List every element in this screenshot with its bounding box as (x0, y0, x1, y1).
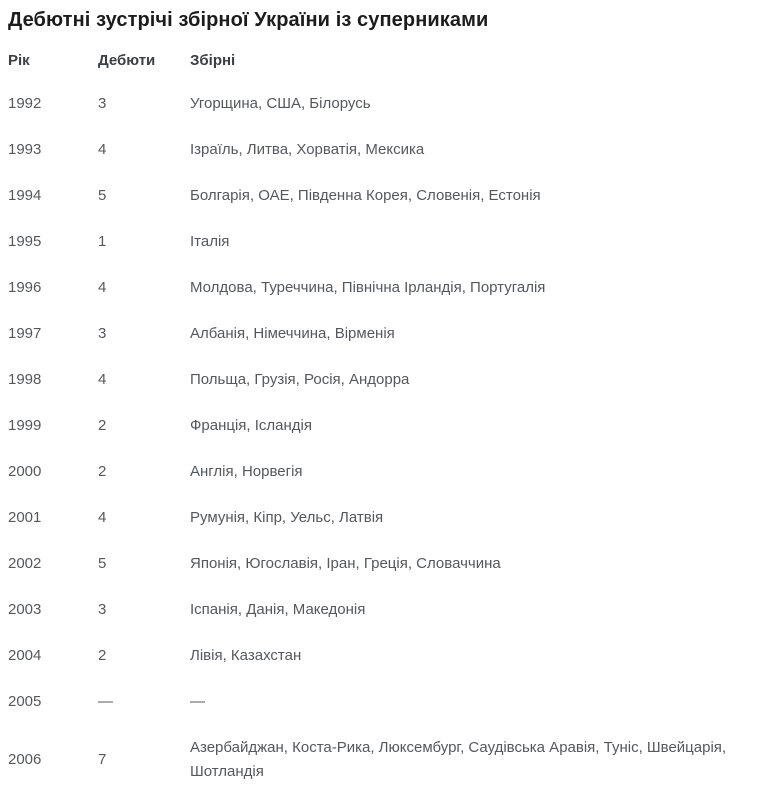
year-cell: 2005 (8, 693, 42, 710)
table-header-row (8, 41, 751, 81)
table-body (8, 81, 751, 795)
teams-cell: Болгарія, ОАЕ, Південна Корея, Словенія, Естонія (190, 187, 541, 204)
table-row (8, 587, 751, 633)
year-cell: 1999 (8, 417, 42, 434)
table-row (8, 127, 751, 173)
debuts-cell: 4 (98, 509, 107, 526)
table-row (8, 449, 751, 495)
teams-cell: Ізраїль, Литва, Хорватія, Мексика (190, 141, 425, 158)
debuts-cell: 4 (98, 279, 107, 296)
debuts-cell: 4 (98, 141, 107, 158)
debuts-cell: — (98, 693, 113, 710)
teams-cell: — (190, 693, 205, 710)
table-row (8, 541, 751, 587)
debuts-cell: 2 (98, 417, 107, 434)
year-cell: 1994 (8, 187, 42, 204)
teams-cell: Лівія, Казахстан (190, 647, 302, 664)
table-row (8, 81, 751, 127)
teams-cell: Румунія, Кіпр, Уельс, Латвія (190, 509, 384, 526)
debuts-cell: 3 (98, 601, 107, 618)
year-cell: 1997 (8, 325, 42, 342)
table-row (8, 265, 751, 311)
year-cell: 2004 (8, 647, 42, 664)
table-row (8, 725, 751, 795)
table-row (8, 219, 751, 265)
year-cell: 1993 (8, 141, 42, 158)
teams-cell: Франція, Ісландія (190, 417, 313, 434)
debuts-cell: 7 (98, 751, 107, 768)
table-row (8, 679, 751, 725)
debuts-cell: 4 (98, 371, 107, 388)
debuts-cell: 2 (98, 463, 107, 480)
year-cell: 1996 (8, 279, 42, 296)
teams-cell: Азербайджан, Коста-Рика, Люксембург, Саудівська Аравія, Туніс, Швейцарія, Шотландія (190, 739, 727, 780)
year-cell: 2006 (8, 751, 42, 768)
year-cell: 1995 (8, 233, 42, 250)
col-header-debuts: Дебюти (98, 52, 156, 69)
col-header-year: Рік (8, 52, 30, 69)
teams-cell: Угорщина, США, Білорусь (190, 95, 371, 112)
teams-cell: Англія, Норвегія (190, 463, 303, 480)
teams-cell: Італія (190, 233, 230, 250)
teams-cell: Іспанія, Данія, Македонія (190, 601, 366, 618)
debuts-cell: 5 (98, 187, 107, 204)
year-cell: 1998 (8, 371, 42, 388)
table-row (8, 311, 751, 357)
year-cell: 2000 (8, 463, 42, 480)
table-row (8, 495, 751, 541)
year-cell: 2003 (8, 601, 42, 618)
year-cell: 2002 (8, 555, 42, 572)
teams-cell: Японія, Югославія, Іран, Греція, Словаччина (190, 555, 501, 572)
debuts-cell: 3 (98, 95, 107, 112)
year-cell: 1992 (8, 95, 42, 112)
debuts-cell: 5 (98, 555, 107, 572)
debuts-cell: 1 (98, 233, 107, 250)
year-cell: 2001 (8, 509, 42, 526)
debuts-cell: 3 (98, 325, 107, 342)
table-row (8, 633, 751, 679)
page-title: Дебютні зустрічі збірної України із суперниками (8, 9, 489, 31)
teams-cell: Молдова, Туреччина, Північна Ірландія, Португалія (190, 279, 546, 296)
table-row (8, 357, 751, 403)
debuts-cell: 2 (98, 647, 107, 664)
debuts-table (8, 41, 751, 795)
col-header-teams: Збірні (190, 52, 236, 69)
table-row (8, 403, 751, 449)
teams-cell: Албанія, Німеччина, Вірменія (190, 325, 395, 342)
table-row (8, 173, 751, 219)
teams-cell: Польща, Грузія, Росія, Андорра (190, 371, 410, 388)
